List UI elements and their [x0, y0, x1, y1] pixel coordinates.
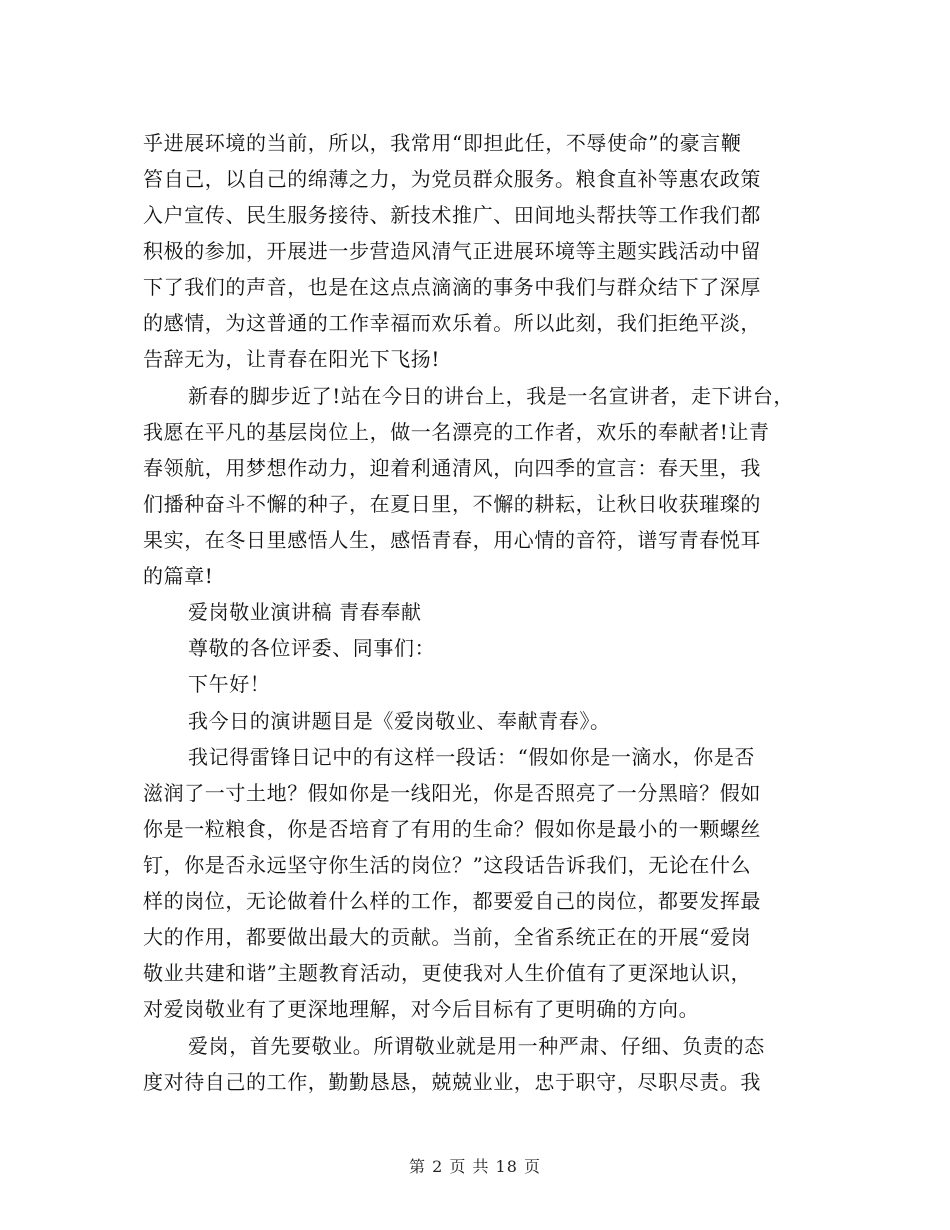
- text-line: 敬业共建和谐”主题教育活动，更使我对人生价值有了更深地认识，: [143, 961, 752, 985]
- text-line: 度对待自己的工作，勤勤恳恳，兢兢业业，忠于职守，尽职尽责。我: [143, 1070, 761, 1094]
- section-title: 爱岗敬业演讲稿 青春奉献: [188, 600, 422, 624]
- paragraph-start-line: 我今日的演讲题目是《爱岗敬业、奉献青春》。: [188, 709, 611, 733]
- text-line: 样的岗位，无论做着什么样的工作，都要爱自己的岗位，都要发挥最: [143, 889, 761, 913]
- page-number-footer: 第 2 页 共 18 页: [409, 1157, 541, 1176]
- salutation: 尊敬的各位评委、同事们：: [188, 636, 436, 660]
- text-line: 对爱岗敬业有了更深地理解，对今后目标有了更明确的方向。: [143, 997, 700, 1021]
- text-line: 大的作用，都要做出最大的贡献。当前，全省系统正在的开展“爱岗: [143, 925, 752, 949]
- paragraph-start-line: 我记得雷锋日记中的有这样一段话：“假如你是一滴水，你是否: [188, 745, 756, 769]
- text-line: 你是一粒粮食，你是否培育了有用的生命？假如你是最小的一颗螺丝: [143, 817, 761, 841]
- text-line: 的感情，为这普通的工作幸福而欢乐着。所以此刻，我们拒绝平淡，: [143, 311, 761, 335]
- paragraph-start-line: 新春的脚步近了!站在今日的讲台上，我是一名宣讲者，走下讲台，: [188, 384, 795, 408]
- text-line: 乎进展环境的当前，所以，我常用“即担此任，不辱使命”的豪言鞭: [143, 131, 742, 155]
- text-line: 们播种奋斗不懈的种子，在夏日里，不懈的耕耘，让秋日收获璀璨的: [143, 492, 761, 516]
- text-line: 积极的参加，开展进一步营造风清气正进展环境等主题实践活动中留: [143, 239, 761, 263]
- text-line: 入户宣传、民生服务接待、新技术推广、田间地头帮扶等工作我们都: [143, 203, 761, 227]
- text-line: 滋润了一寸土地？假如你是一线阳光，你是否照亮了一分黑暗？假如: [143, 781, 761, 805]
- text-line: 下了我们的声音，也是在这点点滴滴的事务中我们与群众结下了深厚: [143, 275, 761, 299]
- text-line: 果实，在冬日里感悟人生，感悟青春，用心情的音符，谱写青春悦耳: [143, 528, 761, 552]
- text-line: 告辞无为，让青春在阳光下飞扬!: [143, 347, 441, 371]
- paragraph-start-line: 爱岗，首先要敬业。所谓敬业就是用一种严肃、仔细、负责的态: [188, 1034, 765, 1058]
- text-line: 春领航，用梦想作动力，迎着利通清风，向四季的宣言：春天里，我: [143, 456, 761, 480]
- text-line: 笞自己，以自己的绵薄之力，为党员群众服务。粮食直补等惠农政策: [143, 167, 761, 191]
- text-line: 的篇章!: [143, 564, 214, 588]
- greeting: 下午好！: [188, 672, 271, 696]
- text-line: 我愿在平凡的基层岗位上，做一名漂亮的工作者，欢乐的奉献者!让青: [143, 420, 770, 444]
- text-line: 钉，你是否永远坚守你生活的岗位？”这段话告诉我们，无论在什么: [143, 853, 752, 877]
